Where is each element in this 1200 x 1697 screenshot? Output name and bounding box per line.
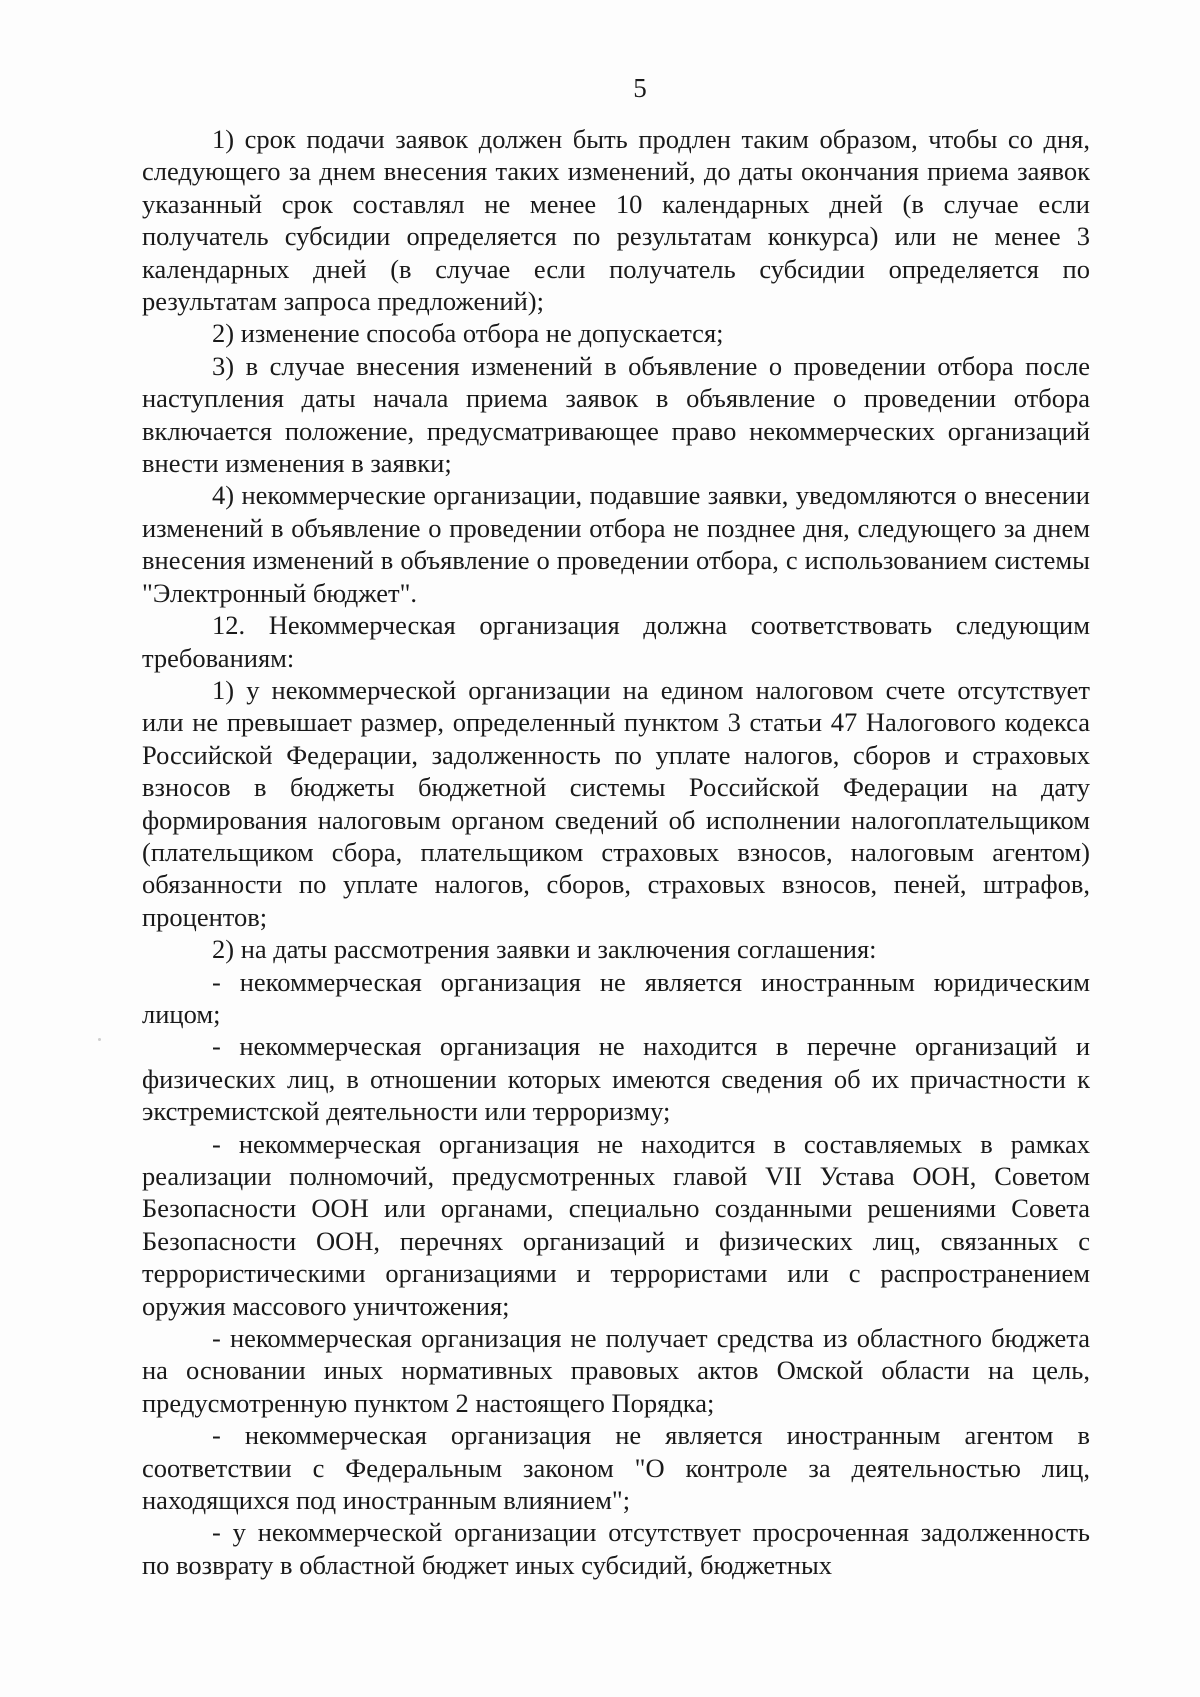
paragraph-requirements-heading: 12. Некоммерческая организация должна соответствовать следующим требованиям: bbox=[142, 610, 1090, 673]
paragraph-deadline-extension: 1) срок подачи заявок должен быть продлен таким образом, чтобы со дня, следующего за днем внесения таких изменений, до даты окончания приема заявок указанный срок составлял не менее 10 календарных дней (в случае если получатель субсидии определяется по результатам конкурса) или не менее 3 календарных дней (в случае если получатель субсидии определяется по результатам запроса предложений); bbox=[142, 124, 1090, 317]
bullet-not-foreign-agent: - некоммерческая организация не является иностранным агентом в соответствии с Федеральным законом "О контроле за деятельностью лиц, находящихся под иностранным влиянием"; bbox=[142, 1420, 1090, 1516]
paragraph-selection-method: 2) изменение способа отбора не допускается; bbox=[212, 318, 724, 349]
paragraph-tax-debt: 1) у некоммерческой организации на едином налоговом счете отсутствует или не превышает размер, определенный пунктом 3 статьи 47 Налогового кодекса Российской Федерации, задолженность по уплате налогов, сборов и страховых взносов в бюджеты бюджетной системы Российской Федерации на дату формирования налоговым органом сведений об исполнении налогоплательщиком (плательщиком сбора, плательщиком страховых взносов, налоговым агентом) обязанности по уплате налогов, сборов, страховых взносов, пеней, штрафов, процентов; bbox=[142, 674, 1090, 932]
bullet-no-overdue-debt: - у некоммерческой организации отсутствует просроченная задолженность по возврату в областной бюджет иных субсидий, бюджетных bbox=[142, 1517, 1090, 1580]
bullet-not-un-list: - некоммерческая организация не находится в составляемых в рамках реализации полномочий, предусмотренных главой VII Устава ООН, Советом Безопасности ООН или органами, специально созданными решениями Совета Безопасности ООН, перечнях организаций и физических лиц, связанных с террористическими организациями и террористами или с распространением оружия массового уничтожения; bbox=[142, 1128, 1090, 1321]
paragraph-dates-condition: 2) на даты рассмотрения заявки и заключения соглашения: bbox=[212, 934, 877, 965]
paragraph-amendments-after-start: 3) в случае внесения изменений в объявление о проведении отбора после наступления даты начала приема заявок в объявление о проведении отбора включается положение, предусматривающее право некоммерческих организаций внести изменения в заявки; bbox=[142, 350, 1090, 479]
bullet-no-other-funds: - некоммерческая организация не получает средства из областного бюджета на основании иных нормативных правовых актов Омской области на цель, предусмотренную пунктом 2 настоящего Порядка; bbox=[142, 1323, 1090, 1418]
paragraph-notification: 4) некоммерческие организации, подавшие заявки, уведомляются о внесении изменений в объявление о проведении отбора не позднее дня, следующего за днем внесения изменений в объявление о проведении отбора, с использованием системы "Электронный бюджет". bbox=[142, 480, 1090, 608]
scan-speck bbox=[98, 1038, 101, 1041]
document-body bbox=[142, 123, 1090, 1581]
page-number: 5 bbox=[633, 73, 647, 103]
bullet-not-extremist-list: - некоммерческая организация не находится в перечне организаций и физических лиц, в отношении которых имеются сведения об их причастности к экстремистской деятельности или терроризму; bbox=[142, 1031, 1090, 1127]
bullet-not-foreign-entity: - некоммерческая организация не является иностранным юридическим лицом; bbox=[142, 966, 1090, 1029]
